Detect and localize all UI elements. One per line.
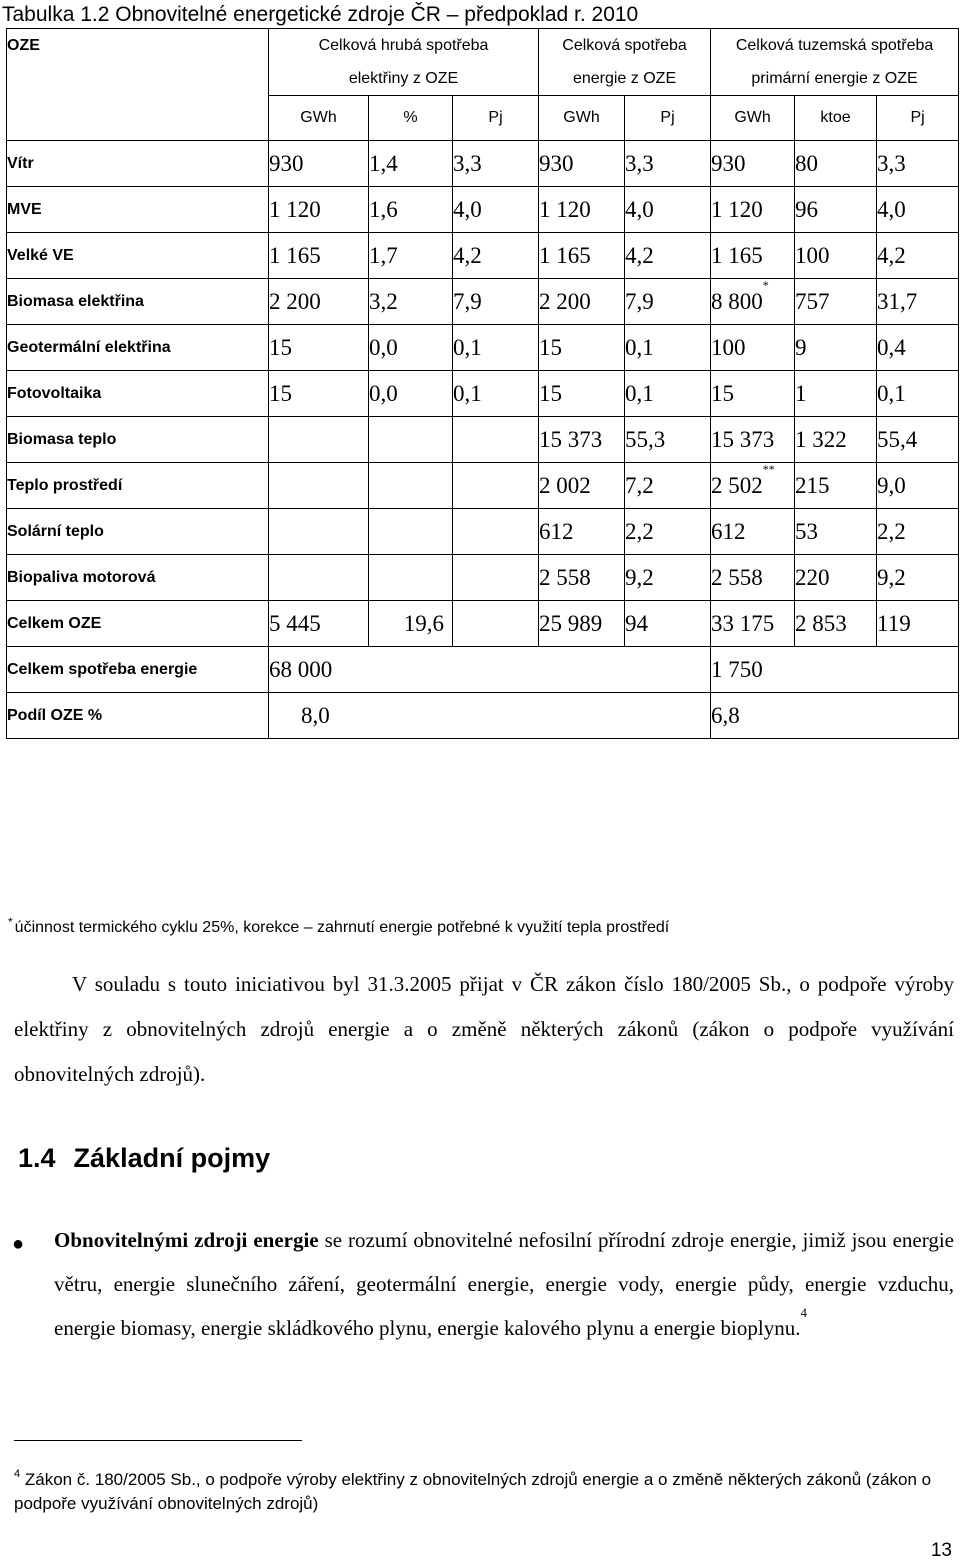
cell-value: 119 [877, 611, 911, 636]
cell-value: 0,0 [369, 335, 398, 360]
cell-value: 31,7 [877, 289, 918, 314]
cell-value: 757 [795, 289, 830, 314]
row-label: Geotermální elektřina [7, 325, 269, 371]
group-header-electricity [269, 29, 539, 96]
table-cell [877, 463, 959, 509]
cell-value: 15 [269, 335, 292, 360]
table-cell [453, 325, 539, 371]
cell-value: 7,9 [453, 289, 482, 314]
bullet-paragraph [54, 1218, 954, 1350]
table-cell [269, 555, 369, 601]
table-cell [795, 325, 877, 371]
cell-value: 25 989 [539, 611, 603, 636]
table-cell [453, 279, 539, 325]
footnote-divider [14, 1440, 302, 1441]
table-cell [877, 279, 959, 325]
cell-value: 930 [711, 151, 746, 176]
row-label: Solární teplo [7, 509, 269, 555]
table-corner-label: OZE [7, 29, 269, 141]
table-cell [795, 187, 877, 233]
cell-value: 7,9 [625, 289, 654, 314]
cell-value: 15 373 [711, 427, 775, 452]
table-cell [369, 141, 453, 187]
unit-header: ktoe [795, 96, 877, 141]
table-cell [625, 141, 711, 187]
cell-value: 15 373 [539, 427, 603, 452]
table-cell [625, 509, 711, 555]
table-row [7, 187, 959, 233]
cell-value: 80 [795, 151, 819, 176]
cell-value: 1 165 [711, 243, 763, 268]
bullet-icon: ● [12, 1233, 25, 1255]
table-cell [625, 463, 711, 509]
paragraph-text: V souladu s touto iniciativou byl 31.3.2005 přijat v ČR zákon číslo 180/2005 Sb., o podpoře výroby elektřiny z obnovitelných zdrojů energie a o změně některých zákonů (zákon o podpoře využívání obnovitelných zdrojů). [14, 972, 954, 1086]
share-value-2: 6,8 [711, 693, 959, 739]
table-cell [269, 463, 369, 509]
cell-value: 1 165 [269, 243, 321, 268]
table-cell [795, 417, 877, 463]
row-label: Biopaliva motorová [7, 555, 269, 601]
footnote [14, 1468, 954, 1516]
cell-value: 1 322 [795, 427, 847, 452]
table-cell [539, 279, 625, 325]
table-cell [453, 601, 539, 647]
table-cell [877, 233, 959, 279]
table-cell [795, 463, 877, 509]
cell-value: 7,2 [625, 473, 654, 498]
table-cell [539, 187, 625, 233]
table-cell [269, 417, 369, 463]
cell-value: 1 120 [711, 197, 763, 222]
table-cell [877, 601, 959, 647]
cell-value: 612 [711, 519, 746, 544]
unit-header: % [369, 96, 453, 141]
table-row [7, 463, 959, 509]
footnote-marker: * [762, 278, 769, 292]
table-cell [539, 371, 625, 417]
table-cell [877, 555, 959, 601]
table-row [7, 417, 959, 463]
cell-value: 4,2 [877, 243, 906, 268]
table-cell [539, 463, 625, 509]
cell-value: 100 [795, 243, 830, 268]
unit-header: GWh [539, 96, 625, 141]
cell-value: 9,0 [877, 473, 906, 498]
cell-value: 0,1 [453, 381, 482, 406]
group-header-primary-energy [711, 29, 959, 96]
cell-value: 0,1 [877, 381, 906, 406]
table-cell [711, 371, 795, 417]
table-cell [877, 417, 959, 463]
table-cell [269, 233, 369, 279]
row-label: MVE [7, 187, 269, 233]
cell-value: 2 853 [795, 611, 847, 636]
cell-value: 0,1 [625, 381, 654, 406]
table-cell [453, 371, 539, 417]
total-value-2: 1 750 [711, 647, 959, 693]
cell-value: 0,4 [877, 335, 906, 360]
table-cell [539, 417, 625, 463]
table-cell [877, 187, 959, 233]
cell-value: 2,2 [625, 519, 654, 544]
table-cell [711, 509, 795, 555]
table-cell [453, 141, 539, 187]
table-cell [269, 371, 369, 417]
cell-value: 19,6 [403, 611, 444, 636]
table-cell [711, 279, 795, 325]
cell-value: 4,0 [877, 197, 906, 222]
table-cell [625, 417, 711, 463]
cell-value: 930 [269, 151, 304, 176]
table-cell [269, 187, 369, 233]
table-row [7, 325, 959, 371]
table-cell [711, 187, 795, 233]
unit-header: Pj [877, 96, 959, 141]
table-cell [795, 141, 877, 187]
table-cell [369, 417, 453, 463]
footnote-ref[interactable]: 4 [800, 1305, 807, 1320]
cell-value: 220 [795, 565, 830, 590]
section-number: 1.4 [18, 1143, 56, 1173]
cell-value: 215 [795, 473, 830, 498]
cell-value: 4,0 [625, 197, 654, 222]
table-cell [877, 509, 959, 555]
cell-value: 0,1 [453, 335, 482, 360]
table-cell [453, 187, 539, 233]
total-value-1: 68 000 [269, 647, 711, 693]
cell-value: 0,0 [369, 381, 398, 406]
cell-value: 15 [711, 381, 735, 406]
cell-value: 3,3 [877, 151, 906, 176]
cell-value: 1 [795, 381, 807, 406]
row-label: Biomasa teplo [7, 417, 269, 463]
table-cell [539, 233, 625, 279]
table-cell [795, 233, 877, 279]
table-cell [369, 509, 453, 555]
table-cell [369, 279, 453, 325]
table-body [7, 141, 959, 647]
cell-value: 53 [795, 519, 819, 544]
table-note-text: účinnost termického cyklu 25%, korekce – zahrnutí energie potřebné k využití tepla prostředí [14, 919, 670, 936]
table-row [7, 141, 959, 187]
table-cell [795, 279, 877, 325]
table-cell [711, 233, 795, 279]
table-cell [369, 463, 453, 509]
unit-header: GWh [269, 96, 369, 141]
table-cell [539, 509, 625, 555]
cell-value: 2 200 [539, 289, 591, 314]
table-cell [539, 141, 625, 187]
cell-value: 5 445 [269, 611, 321, 636]
row-label: Teplo prostředí [7, 463, 269, 509]
table-cell [369, 187, 453, 233]
table-row [7, 601, 959, 647]
table-cell [269, 509, 369, 555]
footnote-number: 4 [14, 1468, 21, 1480]
table-cell [711, 555, 795, 601]
row-label: Velké VE [7, 233, 269, 279]
section-title: Základní pojmy [73, 1143, 271, 1173]
cell-value: 1 120 [539, 197, 591, 222]
table-cell [625, 187, 711, 233]
table-row [7, 371, 959, 417]
footnote-marker: ** [762, 462, 775, 476]
oze-table [6, 28, 959, 739]
cell-value: 9,2 [877, 565, 906, 590]
row-label: Fotovoltaika [7, 371, 269, 417]
table-row [7, 279, 959, 325]
table-cell [269, 141, 369, 187]
table-cell [625, 371, 711, 417]
cell-value: 15 [269, 381, 292, 406]
cell-value: 33 175 [711, 611, 775, 636]
cell-value: 100 [711, 335, 746, 360]
table-cell [369, 233, 453, 279]
group-header-line2: elektřiny z OZE [348, 70, 459, 87]
cell-value: 1 165 [539, 243, 591, 268]
table-cell [453, 555, 539, 601]
cell-value: 55,4 [877, 427, 918, 452]
bullet-term: Obnovitelnými zdroji energie [54, 1228, 319, 1252]
table-cell [877, 371, 959, 417]
cell-value: 2 002 [539, 473, 591, 498]
body-paragraph [14, 962, 954, 1097]
total-consumption-row [7, 647, 959, 693]
bullet-text: se rozumí obnovitelné nefosilní přírodní zdroje energie, jimiž jsou energie větru, energie slunečního záření, geotermální energie, energie vody, energie půdy, energie vzduchu, energie biomasy, energie skládkového plynu, energie kalového plynu a energie bioplynu. [54, 1228, 955, 1340]
table-cell [625, 279, 711, 325]
table-cell [711, 417, 795, 463]
cell-value: 2 558 [711, 565, 763, 590]
group-header-line2: primární energie z OZE [751, 70, 918, 87]
table-cell [795, 601, 877, 647]
table-cell [269, 279, 369, 325]
marker-single: * [8, 915, 13, 929]
table-cell [711, 141, 795, 187]
table-cell [877, 325, 959, 371]
group-header-line1: Celková hrubá spotřeba [318, 37, 489, 54]
table-cell [269, 325, 369, 371]
cell-value: 4,2 [453, 243, 482, 268]
cell-value: 3,3 [453, 151, 482, 176]
row-label: Biomasa elektřina [7, 279, 269, 325]
cell-value: 8 800 [711, 289, 763, 314]
table-cell [369, 325, 453, 371]
table-row [7, 233, 959, 279]
cell-value: 9,2 [625, 565, 654, 590]
group-header-line1: Celková spotřeba [562, 37, 687, 54]
cell-value: 15 [539, 335, 563, 360]
row-label: Vítr [7, 141, 269, 187]
cell-value: 3,3 [625, 151, 654, 176]
table-cell [453, 463, 539, 509]
cell-value: 2,2 [877, 519, 906, 544]
table-cell [795, 509, 877, 555]
table-cell [625, 233, 711, 279]
cell-value: 4,0 [453, 197, 482, 222]
table-cell [795, 371, 877, 417]
group-header-energy [539, 29, 711, 96]
table-cell [711, 463, 795, 509]
table-cell [453, 233, 539, 279]
footnote-text: Zákon č. 180/2005 Sb., o podpoře výroby elektřiny z obnovitelných zdrojů energie a o změně některých zákonů (zákon o podpoře využívání obnovitelných zdrojů) [14, 1470, 932, 1513]
table-cell [269, 601, 369, 647]
cell-value: 930 [539, 151, 574, 176]
table-cell [711, 325, 795, 371]
cell-value: 1 120 [269, 197, 321, 222]
table-cell [877, 141, 959, 187]
table-row [7, 555, 959, 601]
group-header-line2: energie z OZE [572, 70, 677, 87]
table-cell [795, 555, 877, 601]
cell-value: 1,7 [369, 243, 398, 268]
share-value-1: 8,0 [269, 693, 711, 739]
table-cell [369, 555, 453, 601]
table-cell [539, 555, 625, 601]
table-cell [453, 417, 539, 463]
table-row [7, 509, 959, 555]
table-cell [625, 555, 711, 601]
cell-value: 4,2 [625, 243, 654, 268]
table-note [8, 916, 669, 940]
table-cell [369, 371, 453, 417]
cell-value: 0,1 [625, 335, 654, 360]
table-cell [369, 601, 453, 647]
unit-header: Pj [625, 96, 711, 141]
cell-value: 2 558 [539, 565, 591, 590]
cell-value: 9 [795, 335, 807, 360]
row-label: Celkem OZE [7, 601, 269, 647]
cell-value: 94 [625, 611, 649, 636]
cell-value: 55,3 [625, 427, 666, 452]
table-cell [539, 325, 625, 371]
cell-value: 15 [539, 381, 563, 406]
oze-share-row [7, 693, 959, 739]
cell-value: 96 [795, 197, 819, 222]
row-label: Podíl OZE % [7, 693, 269, 739]
cell-value: 1,6 [369, 197, 398, 222]
section-heading [18, 1138, 270, 1178]
page-number: 13 [930, 1540, 952, 1561]
cell-value: 1,4 [369, 151, 398, 176]
table-cell [625, 325, 711, 371]
unit-header: Pj [453, 96, 539, 141]
row-label: Celkem spotřeba energie [7, 647, 269, 693]
unit-header: GWh [711, 96, 795, 141]
table-caption: Tabulka 1.2 Obnovitelné energetické zdroje ČR – předpoklad r. 2010 [2, 3, 639, 26]
table-cell [625, 601, 711, 647]
table-cell [711, 601, 795, 647]
table-header-row [7, 29, 959, 96]
group-header-line1: Celková tuzemská spotřeba [735, 37, 934, 54]
cell-value: 3,2 [369, 289, 398, 314]
cell-value: 612 [539, 519, 574, 544]
cell-value: 2 502 [711, 473, 763, 498]
table-cell [453, 509, 539, 555]
table-cell [539, 601, 625, 647]
cell-value: 2 200 [269, 289, 321, 314]
